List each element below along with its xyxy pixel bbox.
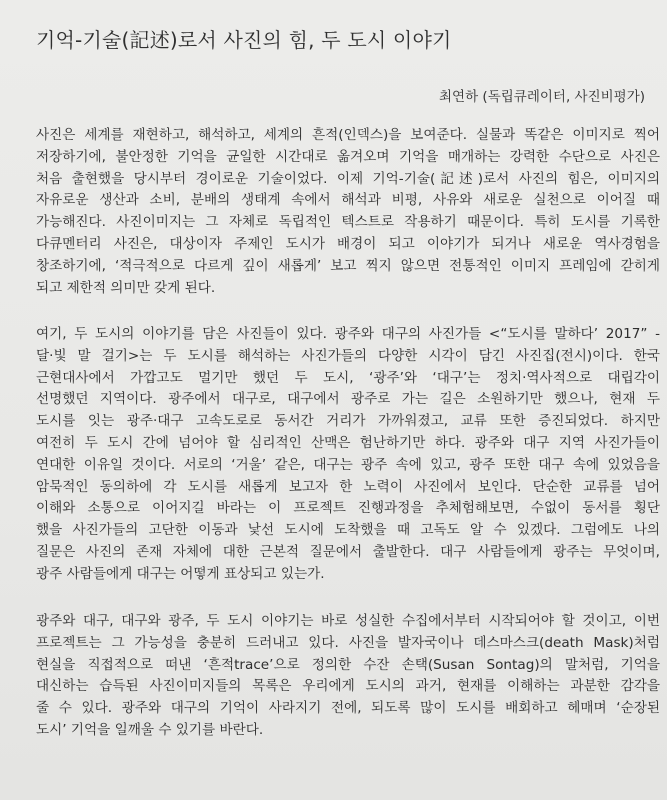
text-line: 달·빛 말 걸기>는 두 도시를 해석하는 사진가들의 다양한 시각이 담긴 사진집(전시)이다. 한국 — [36, 347, 660, 364]
text-line: 선명했던 지역이다. 광주에서 대구로, 대구에서 광주로 가는 길은 소원하기만 했으나, 현재 두 — [36, 391, 660, 408]
text-line: 현실을 직접적으로 떠낸 ‘흔적trace’으로 정의한 수잔 손택(Susan Sontag)의 말처럼, 기억을 — [36, 656, 660, 673]
text-line: 사진은 세계를 재현하고, 해석하고, 세계의 흔적(인덱스)을 보여준다. 실물과 똑같은 이미지로 찍어 — [36, 127, 660, 143]
text-line: 줄 수 있다. 광주와 대구의 기억이 사라지기 전에, 되도록 많이 도시를 배회하고 헤매며 ‘순장된 — [36, 700, 660, 717]
text-line: 프로젝트는 그 가능성을 충분히 드러내고 있다. 사진을 발자국이나 데스마스크(death Mask)처럼 — [36, 634, 660, 651]
text-line: 광주 사람들에게 대구는 어떻게 표상되고 있는가. — [36, 565, 325, 582]
paragraph-2 — [36, 324, 660, 586]
text-line: 도시를 잇는 광주·대구 고속도로로 동서간 거리가 가까워졌고, 교류 또한 증진되었다. 하지만 — [36, 413, 660, 430]
text-line: 했을 사진가들의 고단한 이동과 낯선 도시에 도착했을 때 고독도 알 수 있겠다. 그럼에도 나의 — [36, 522, 660, 539]
paragraph-3 — [36, 611, 660, 742]
essay-title: 기억-기술(記述)로서 사진의 힘, 두 도시 이야기 — [36, 28, 452, 52]
text-line: 처음 출현했을 당시부터 경이로운 기술이었다. 이제 기억-기술(記述)로서 사진의 힘은, 이미지의 — [36, 170, 660, 187]
text-line: 저장하기에, 불안정한 기억을 균일한 시간대로 옮겨오며 기억을 매개하는 강력한 수단으로 사진은 — [36, 148, 660, 165]
text-line: 가능해진다. 사진이미지는 그 자체로 독립적인 텍스트로 작용하기 때문이다. 특히 도시를 기록한 — [36, 214, 660, 231]
text-line: 되고 제한적 의미만 갖게 된다. — [36, 279, 216, 296]
text-line: 다큐멘터리 사진은, 대상이자 주제인 도시가 배경이 되고 이야기가 되거나 새로운 역사경험을 — [36, 235, 660, 252]
text-line: 자유로운 생산과 소비, 분배의 생태계 속에서 해석과 비평, 사유와 새로운 실천으로 이어질 때 — [36, 192, 660, 209]
text-line: 암묵적인 동의하에 각 도시를 새롭게 보고자 한 노력이 사진에서 보인다. 단순한 교류를 넘어 — [36, 478, 660, 495]
text-line: 광주와 대구, 대구와 광주, 두 도시 이야기는 바로 성실한 수집에서부터 시작되어야 할 것이고, 이번 — [36, 613, 660, 629]
text-line: 이해와 소통으로 이어지길 바라는 이 프로젝트 진행과정을 추체험해보면, 수없이 동서를 횡단 — [36, 500, 660, 517]
text-line: 여기, 두 도시의 이야기를 담은 사진들이 있다. 광주와 대구의 사진가들 <“도시를 말하다’ 2017” - — [36, 326, 660, 342]
text-line: 대신하는 습득된 사진이미지들의 목록은 우리에게 도시의 과거, 현재를 이해하는 과분한 감각을 — [36, 678, 660, 695]
text-line: 연대한 이유일 것이다. 서로의 ‘거울’ 같은, 대구는 광주 속에 있고, 광주 또한 대구 속에 있었음을 — [36, 456, 660, 473]
text-line: 창조하기에, ‘적극적으로 다르게 깊이 새롭게’ 보고 찍지 않으면 전통적인 이미지 프레임에 갇히게 — [36, 257, 660, 274]
text-line: 질문은 사진의 존재 자체에 대한 근본적 질문에서 출발한다. 대구 사람들에게 광주는 무엇이며, — [36, 543, 660, 560]
author-credit: 최연하 (독립큐레이터, 사진비평가) — [439, 89, 645, 105]
text-line: 근현대사에서 가깝고도 멀기만 했던 두 도시, ‘광주’와 ‘대구’는 정치·역사적으로 대립각이 — [36, 369, 660, 386]
paragraph-1 — [36, 125, 660, 299]
text-line: 도시’ 기억을 일깨울 수 있기를 바란다. — [36, 721, 264, 738]
text-line: 여전히 두 도시 간에 넘어야 할 심리적인 산맥은 험난하기만 하다. 광주와 대구 지역 사진가들이 — [36, 434, 660, 451]
